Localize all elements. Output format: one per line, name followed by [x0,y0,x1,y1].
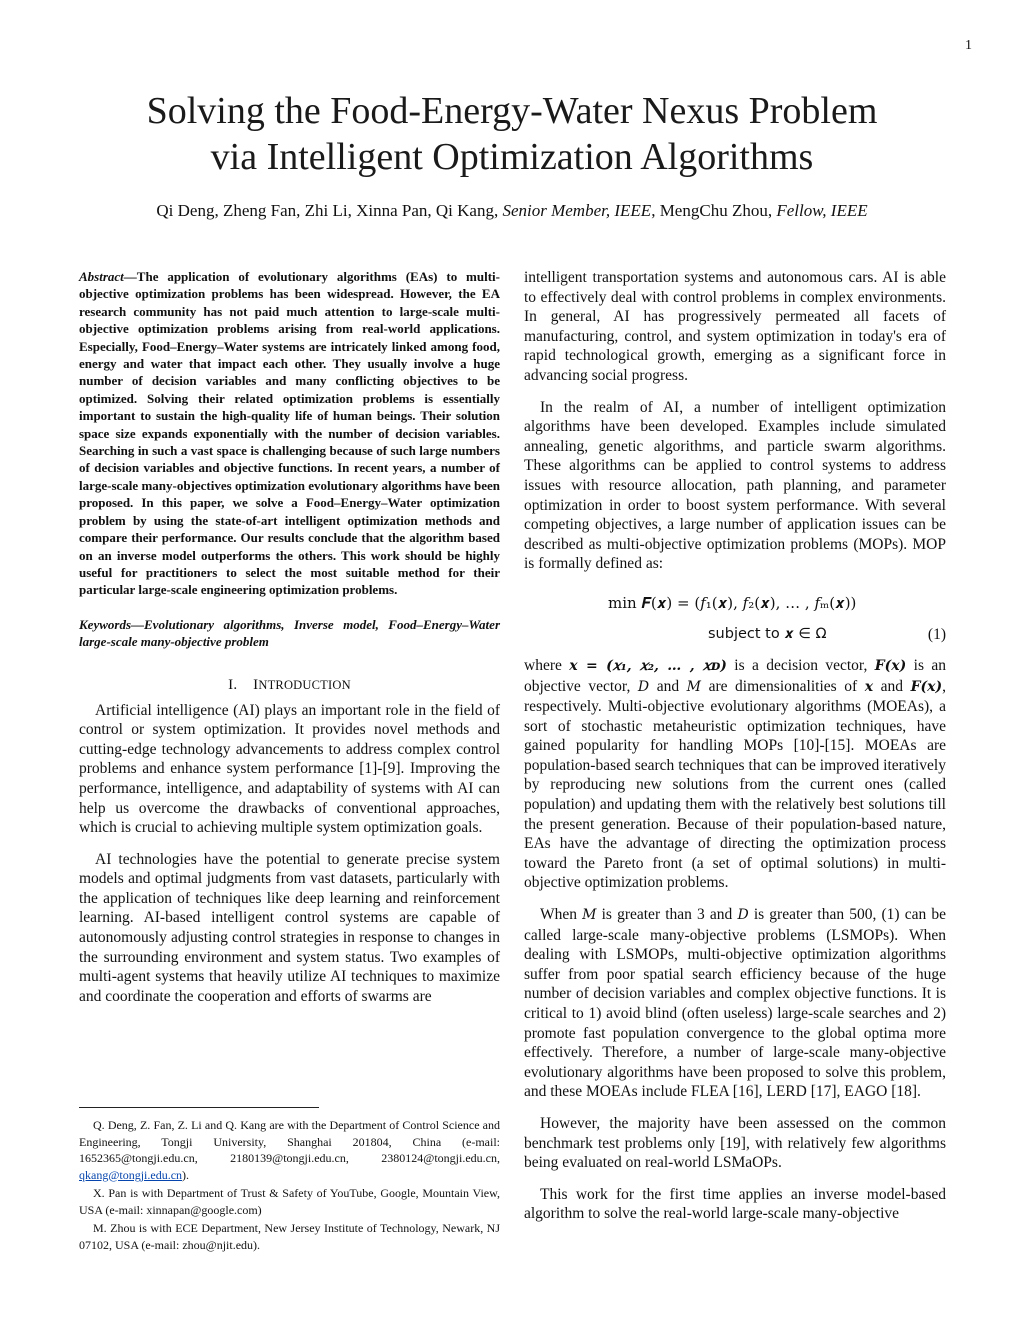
abstract [79,268,500,599]
equation-constraint: subject to 𝒙 ∈ Ω [708,625,827,642]
email-link[interactable]: qkang@tongji.edu.cn [79,1167,183,1182]
right-paragraph-5: However, the majority have been assessed on the common benchmark test problems only [19], with relatively few algorithms being evaluated on real-world LSMaOPs. [524,1114,946,1172]
section-first-letter: I [253,676,259,693]
zhou-title: Fellow, IEEE [776,201,868,220]
author-list [150,199,874,223]
section-heading-introduction [79,677,500,694]
section-title-rest: NTRODUCTION [258,677,351,692]
p3-text-d: and [649,677,687,695]
p3-math-M: 𝑀 [686,678,702,695]
p4-text-c: is greater than 500, (1) can be called large-scale many-objective problems (LSMOPs). When dealing with LSMOPs, multi-objective optimization algorithms suffer from poor spatial search efficiency because of the huge number of decision variables and complex objective functions. It is critical to 1) avoid blind (often useless) large-scale searches and 2) promote fast population convergence to the global optima more effectively. Therefore, a number of large-scale many-objective evolutionary algorithms have been proposed to solve this problem, and these MOEAs include FLEA [16], LERD [17], EAGO [18]. [524,906,946,1101]
section-numeral: I. [228,676,238,693]
p3-math-F2: 𝑭(𝒙) [910,678,943,695]
left-column [79,268,500,1018]
abstract-label: Abstract [79,269,124,284]
footnote-affiliation-1 [79,1117,500,1183]
kang-title: Senior Member, IEEE [502,201,652,220]
footnote-affiliation-3: M. Zhou is with ECE Department, New Jersey Institute of Technology, Newark, NJ 07102, USA (e-mail: zhou@njit.edu). [79,1221,500,1252]
footnote-1-end: ). [182,1167,190,1182]
keywords: Keywords—Evolutionary algorithms, Inverse model, Food–Energy–Water large-scale many-objective problem [79,616,500,650]
p4-text-a: When [540,906,583,924]
footnote-divider [79,1107,319,1108]
paper-title [0,88,1024,180]
right-paragraph-2: In the realm of AI, a number of intelligent optimization algorithms have been developed. Examples include simulated annealing, genetic algorithms, and particle swarm algorithms. These algorithms can be applied to control systems to address issues with resource allocation, path planning, and parameter optimization in order to boost system performance. With several competing objectives, a large number of application issues can be described as multi-objective optimization problems (MOPs). MOP is formally defined as: [524,398,946,573]
right-paragraph-4 [524,905,946,1102]
title-line-2: via Intelligent Optimization Algorithms [210,136,814,178]
right-paragraph-3 [524,656,946,893]
p3-math-D: 𝐷 [637,678,650,695]
author-names: Qi Deng, Zheng Fan, Zhi Li, Xinna Pan, Qi Kang, [156,201,503,220]
right-column [524,268,946,1236]
p4-text-b: is greater than 3 and [596,906,738,924]
p4-math-M: 𝑀 [582,907,597,924]
equation-number: (1) [927,625,946,643]
p3-math-x: 𝒙 = (𝑥₁, 𝑥₂, … , 𝑥ᴅ) [569,657,727,674]
p3-text-g: , respectively. Multi-objective evolutionary algorithms (MOEAs), a sort of stochastic metaheuristic optimization techniques, have gained popularity for handling MOPs [10]-[15]. MOEAs are population-based search techniques that can be improved iteratively by reproducing new solutions from the current ones (called population) and updating them with the relatively best solutions till the present generation. Because of their population-based nature, EAs have the advantage of directing the optimization process toward the Pareto front (a set of optimal solutions) in multi-objective optimization problems. [524,677,946,892]
p3-math-F: 𝑭(𝒙) [874,657,907,674]
abstract-body: —The application of evolutionary algorithms (EAs) to multi-objective optimization problems has been widespread. However, the EA research community has not paid much attention to large-scale multi-objective optimization problems arising from real-world applications. Especially, Food–Energy–Water systems are intricately linked among food, energy and water that impact each other. They usually involve a huge number of decision variables and many conflicting objectives to be optimized. Solving their related optimization problems is essentially important to sustain the high-quality life of human beings. Their solution space size expands exponentially with the number of decision variables. Searching in such a vast space is challenging because of such large numbers of decision variables and objective functions. In recent years, a number of large-scale many-objectives optimization evolutionary algorithms have been proposed. In this paper, we solve a Food–Energy–Water optimization problem by using the state-of-art intelligent optimization methods and compare their performance. Our results conclude that the algorithm based on an inverse model outperforms the others. This work should be highly useful for practitioners to select the most suitable method for their particular large-scale engineering optimization problems. [79,269,500,598]
p3-text-b: is a decision vector, [726,656,875,674]
right-paragraph-6: This work for the first time applies an inverse model-based algorithm to solve the real-world large-scale many-objective [524,1185,946,1223]
footnotes [79,1117,500,1255]
p3-text-a: where [524,656,570,674]
p3-math-x2: 𝒙 [864,678,874,695]
footnote-1-text: Q. Deng, Z. Fan, Z. Li and Q. Kang are with the Department of Control Science and Engineering, Tongji University, Shanghai 201804, China (e-mail: 1652365@tongji.edu.cn, 2180139@tongji.edu.cn, 2380124@tongji.edu.cn, [79,1118,500,1165]
p3-text-e: are dimensionalities of [701,677,865,695]
intro-paragraph-2: AI technologies have the potential to generate precise system models and optimal judgments from vast datasets, particularly with the application of techniques like deep learning and reinforcement learning. AI-based intelligent control systems are capable of autonomously adjusting control strategies in response to changes in the surrounding environment and system status. Two examples of multi-agent systems that heavily utilize AI techniques to maximize and coordinate the cooperation and efforts of swarms are [79,850,500,1005]
p3-text-f: and [873,677,911,695]
equation-1 [524,586,946,648]
title-line-1: Solving the Food-Energy-Water Nexus Problem [146,90,878,132]
p3-text-c: is an objective vector, [524,656,947,695]
right-paragraph-1: intelligent transportation systems and autonomous cars. AI is able to effectively deal with control problems in complex environments. In general, AI has progressively permeated all facets of manufacturing, control, and system optimization in today's era of rapid technological growth, emerging as a significant force in advancing social progress. [524,269,946,384]
intro-paragraph-1: Artificial intelligence (AI) plays an important role in the field of control or system optimization. It provides novel methods and cutting-edge technology advancements to address complex control problems and enhance system performance [1]-[9]. Improving the performance, intelligence, and adaptability of systems with AI can help us overcome the drawbacks of conventional approaches, which is crucial to achieving multiple system optimization goals. [79,701,500,837]
page-number: 1 [965,38,972,53]
footnote-affiliation-2: X. Pan is with Department of Trust & Safety of YouTube, Google, Mountain View, USA (e-mail: xinnapan@google.com) [79,1186,500,1217]
p4-math-D: 𝐷 [737,907,749,924]
author-separator: , MengChu Zhou, [651,201,777,220]
equation-objective: min 𝑭(𝒙) = (𝑓₁(𝒙), 𝑓₂(𝒙), … , 𝑓ₘ(𝒙)) [608,593,857,612]
